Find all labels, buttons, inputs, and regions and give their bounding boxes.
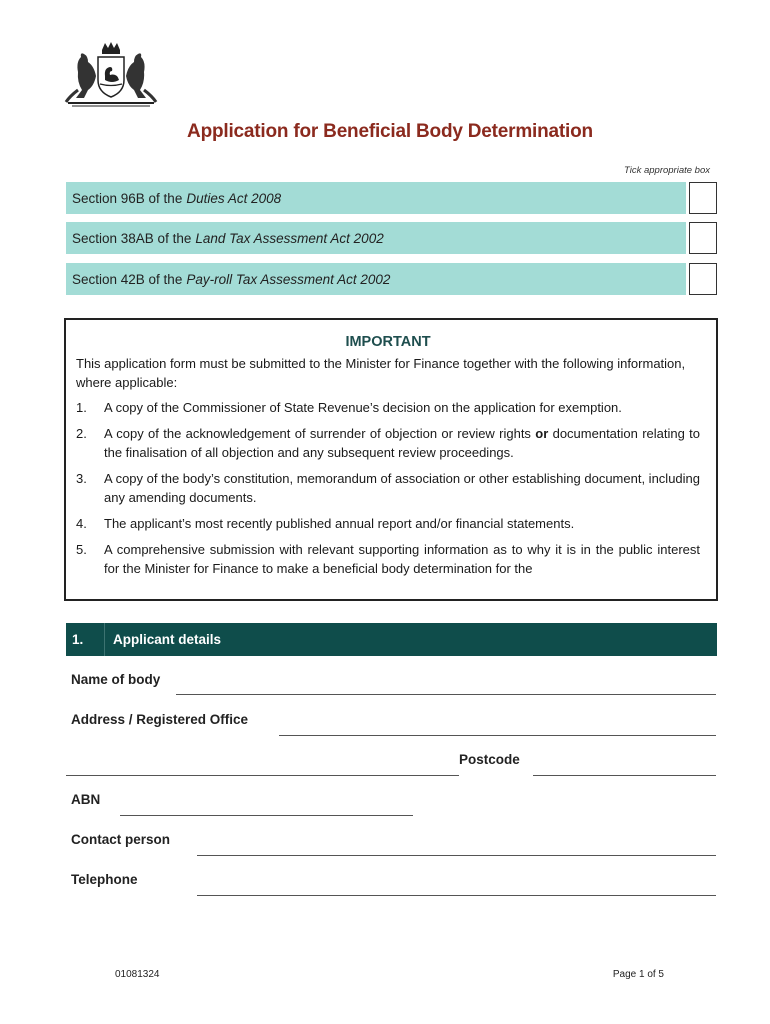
list-item [76, 540, 700, 578]
section-prefix: Section 42B of the [72, 271, 183, 287]
list-item [76, 424, 700, 462]
applicant-details-header [66, 623, 717, 656]
form-code: 01081324 [115, 969, 160, 980]
act-name: Land Tax Assessment Act 2002 [195, 230, 384, 246]
section-option-duties-act [66, 182, 686, 214]
tick-hint: Tick appropriate box [624, 165, 710, 176]
list-item [76, 398, 700, 417]
item-text-bold: or [535, 426, 549, 441]
postcode-label: Postcode [459, 752, 520, 767]
important-notice-box [64, 318, 718, 601]
act-name: Duties Act 2008 [186, 190, 282, 206]
abn-label: ABN [71, 792, 101, 807]
item-text: A copy of the body’s constitution, memorandum of association or other establishing document, including any amending documents. [104, 471, 700, 505]
act-name: Pay-roll Tax Assessment Act 2002 [186, 271, 391, 287]
address-label: Address / Registered Office [71, 712, 249, 727]
important-heading: IMPORTANT [345, 334, 431, 350]
important-intro: This application form must be submitted to the Minister for Finance together with the following information, where applicable: [76, 356, 686, 390]
item-text: A copy of the Commissioner of State Revenue’s decision on the application for exemption. [104, 400, 622, 415]
duties-act-checkbox[interactable] [689, 182, 717, 214]
section-prefix: Section 96B of the [72, 190, 183, 206]
item-text-before: A copy of the acknowledgement of surrender of objection or review rights [104, 426, 536, 441]
land-tax-act-checkbox[interactable] [689, 222, 717, 254]
telephone-label: Telephone [71, 872, 138, 887]
item-text: The applicant’s most recently published annual report and/or financial statements. [104, 516, 575, 531]
item-text: A comprehensive submission with relevant supporting information as to why it is in the public interest for the Minister for Finance to make a beneficial body determination for the [104, 542, 700, 576]
section-heading: Applicant details [113, 632, 222, 647]
address-line-2-field[interactable] [66, 775, 459, 776]
header-divider [104, 623, 105, 656]
payroll-tax-act-checkbox[interactable] [689, 263, 717, 295]
coat-of-arms-logo [62, 40, 160, 110]
contact-person-label: Contact person [71, 832, 171, 847]
section-prefix: Section 38AB of the [72, 230, 192, 246]
item-number: 4. [76, 516, 87, 531]
section-option-land-tax-act [66, 222, 686, 254]
list-item [76, 514, 700, 533]
requirements-list [76, 398, 700, 578]
item-number: 3. [76, 471, 87, 486]
list-item [76, 469, 700, 507]
item-text [104, 424, 700, 462]
telephone-field[interactable] [197, 895, 716, 896]
address-field[interactable] [279, 735, 716, 736]
page-number: Page 1 of 5 [612, 969, 664, 980]
name-of-body-field[interactable] [176, 694, 716, 695]
item-number: 1. [76, 400, 87, 415]
contact-person-field[interactable] [197, 855, 716, 856]
postcode-field[interactable] [533, 775, 716, 776]
document-title: Application for Beneficial Body Determination [187, 121, 593, 142]
item-text-after: documentation relating to the finalisation of all objection and any subsequent review proceedings. [104, 426, 700, 460]
abn-field[interactable] [120, 815, 413, 816]
section-number: 1. [72, 632, 84, 647]
section-option-payroll-tax-act [66, 263, 686, 295]
item-number: 2. [76, 426, 87, 441]
item-number: 5. [76, 542, 87, 557]
name-of-body-label: Name of body [71, 672, 161, 687]
